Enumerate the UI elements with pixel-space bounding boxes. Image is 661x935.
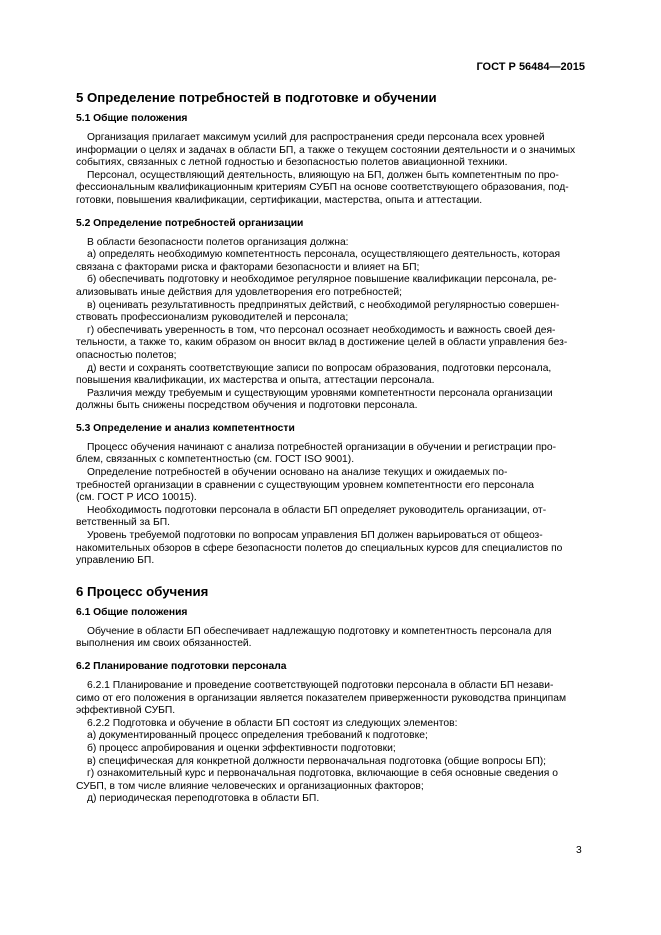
text-line: ветственный за БП.	[76, 517, 170, 529]
text-line: г) ознакомительный курс и первоначальная подготовка, включающие в себя основные сведения о	[87, 768, 558, 780]
subsection-6-2-title: 6.2 Планирование подготовки персонала	[76, 661, 287, 672]
text-line: г) обеспечивать уверенность в том, что персонал осознает необходимость и важность своей дея-	[87, 324, 556, 336]
text-line: фессиональным квалификационным критериям СУБП на основе соответствующего образования, под-	[76, 182, 569, 194]
text-line: опасностью полетов;	[76, 349, 177, 361]
text-line: Персонал, осуществляющий деятельность, влияющую на БП, должен быть компетентным по про-	[87, 169, 559, 181]
text-line: Процесс обучения начинают с анализа потребностей организации в обучении и регистрации про-	[87, 441, 557, 453]
text-line: готовки, повышения квалификации, сертификации, мастерства, опыта и аттестации.	[76, 194, 483, 206]
subsection-5-2-body	[76, 237, 585, 413]
text-line: ствовать профессионализм руководителей и персонала;	[76, 312, 349, 324]
subsection-5-3-body	[76, 442, 585, 568]
text-line: СУБП, в том числе влияние человеческих и организационных факторов;	[76, 780, 424, 792]
page-content	[76, 89, 585, 806]
page-number: 3	[576, 845, 582, 856]
text-line: В области безопасности полетов организация должна:	[87, 236, 349, 248]
text-line: в) специфическая для конкретной должности первоначальная подготовка (общие вопросы БП);	[87, 755, 547, 767]
text-line: а) определять необходимую компетентность персонала, осуществляющего деятельность, которая	[87, 249, 561, 261]
text-line: событиях, связанных с летной годностью и безопасностью полетов авиационной техники.	[76, 157, 508, 169]
text-line: требностей организации в сравнении с существующим уровнем компетентности его персонала	[76, 479, 535, 491]
text-line: Различия между требуемым и существующим уровнями компетентности персонала организации	[87, 387, 553, 399]
text-line: повышения квалификации, их мастерства и опыта, аттестации персонала.	[76, 375, 435, 387]
text-line: Обучение в области БП обеспечивает надлежащую подготовку и компетентность персонала для	[87, 625, 552, 637]
text-line: выполнения им своих обязанностей.	[76, 638, 252, 650]
section-5-title: 5 Определение потребностей в подготовке и обучении	[76, 90, 437, 105]
text-line: б) обеспечивать подготовку и необходимое регулярное повышение квалификации персонала, ре-	[87, 274, 557, 286]
text-line: управлению БП.	[76, 555, 155, 567]
document-code: ГОСТ Р 56484—2015	[476, 61, 585, 73]
text-line: должны быть снижены посредством обучения и подготовки персонала.	[76, 400, 418, 412]
text-line: 6.2.2 Подготовка и обучение в области БП состоят из следующих элементов:	[87, 717, 458, 729]
text-line: 6.2.1 Планирование и проведение соответствующей подготовки персонала в области БП незави-	[87, 680, 554, 691]
subsection-6-2-body	[76, 680, 585, 806]
text-line: симо от его положения в организации является показателем приверженности руководства принципам	[76, 692, 567, 704]
text-line: (см. ГОСТ Р ИСО 10015).	[76, 492, 197, 504]
subsection-5-1-body	[76, 132, 585, 208]
text-line: б) процесс апробирования и оценки эффективности подготовки;	[87, 742, 396, 754]
text-line: связана с факторами риска и факторами безопасности и влияет на БП;	[76, 261, 420, 273]
text-line: а) документированный процесс определения требований к подготовке;	[87, 730, 428, 742]
text-line: Необходимость подготовки персонала в области БП определяет руководитель организации, от-	[87, 504, 547, 516]
subsection-6-1-title: 6.1 Общие положения	[76, 606, 188, 618]
subsection-5-2-title: 5.2 Определение потребностей организации	[76, 217, 304, 229]
text-line: Уровень требуемой подготовки по вопросам управления БП должен варьироваться от общеоз-	[87, 530, 543, 542]
text-line: информации о целях и задачах в области БП, а также о текущем состоянии деятельности и о значимых	[76, 144, 576, 156]
text-line: эффективной СУБП.	[76, 705, 176, 717]
text-line: д) периодическая переподготовка в области БП.	[87, 793, 320, 805]
text-line: ализовывать иные действия для удовлетворения его потребностей;	[76, 286, 403, 298]
text-line: д) вести и сохранять соответствующие записи по вопросам образования, подготовки персонала,	[87, 362, 552, 374]
subsection-5-1-title: 5.1 Общие положения	[76, 113, 188, 124]
text-line: Определение потребностей в обучении основано на анализе текущих и ожидаемых по-	[87, 467, 508, 479]
section-6-title: 6 Процесс обучения	[76, 583, 209, 599]
subsection-6-1-body	[76, 626, 585, 651]
text-line: тельности, а также то, каким образом он вносит вклад в достижение целей в области управления без-	[76, 337, 568, 349]
text-line: блем, связанных с компетентностью (см. ГОСТ ISO 9001).	[76, 454, 355, 466]
subsection-5-3-title: 5.3 Определение и анализ компетентности	[76, 422, 295, 434]
text-line: в) оценивать результативность предпринятых действий, с необходимой регулярностью совершен-	[87, 299, 560, 311]
text-line: накомительных обзоров в сфере безопасности полетов до специальных курсов для специалистов по	[76, 542, 563, 554]
text-line: Организация прилагает максимум усилий для распространения среди персонала всех уровней	[87, 132, 545, 143]
